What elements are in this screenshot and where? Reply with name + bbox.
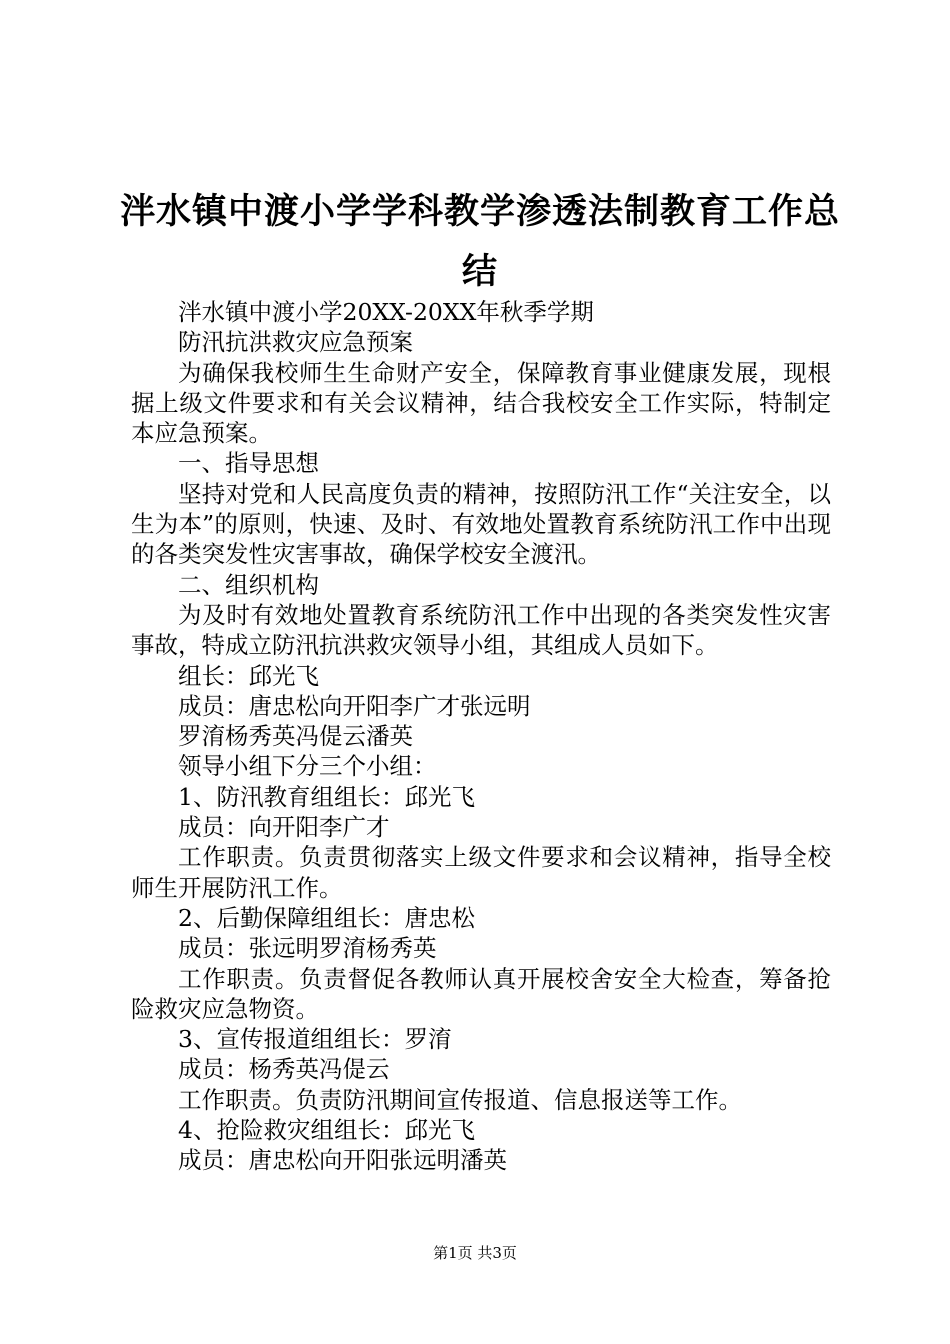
paragraph: 3、宣传报道组组长：罗淯 bbox=[178, 1025, 452, 1054]
paragraph: 为及时有效地处置教育系统防汛工作中出现的各类突发性灾害事故，特成立防汛抗洪救灾领导小组，其组成人员如下。 bbox=[131, 600, 831, 660]
paragraph: 成员：杨秀英冯偍云 bbox=[178, 1055, 390, 1084]
paragraph: 2、后勤保障组组长：唐忠松 bbox=[178, 903, 475, 932]
paragraph: 工作职责。负责防汛期间宣传报道、信息报送等工作。 bbox=[178, 1085, 742, 1114]
page-footer: 第1页 共3页 bbox=[433, 1244, 517, 1262]
section-heading: 二、组织机构 bbox=[178, 570, 319, 599]
paragraph: 坚持对党和人民高度负责的精神，按照防汛工作“关注安全，以生为本”的原则，快速、及时、有效地处置教育系统防汛工作中出现的各类突发性灾害事故，确保学校安全渡汛。 bbox=[131, 479, 831, 569]
paragraph: 泮水镇中渡小学20XX-20XX年秋季学期 bbox=[178, 298, 594, 326]
paragraph: 成员：唐忠松向开阳李广才张远明 bbox=[178, 691, 531, 720]
paragraph: 为确保我校师生生命财产安全，保障教育事业健康发展，现根据上级文件要求和有关会议精神，结合我校安全工作实际，特制定本应急预案。 bbox=[131, 358, 831, 448]
paragraph: 成员：向开阳李广才 bbox=[178, 813, 390, 842]
paragraph: 领导小组下分三个小组： bbox=[178, 752, 437, 781]
paragraph: 工作职责。负责贯彻落实上级文件要求和会议精神，指导全校师生开展防汛工作。 bbox=[131, 843, 831, 902]
section-heading: 一、指导思想 bbox=[178, 449, 319, 478]
paragraph: 4、抢险救灾组组长：邱光飞 bbox=[178, 1116, 475, 1145]
paragraph: 防汛抗洪救灾应急预案 bbox=[178, 328, 413, 357]
paragraph: 1、防汛教育组组长：邱光飞 bbox=[178, 782, 475, 811]
paragraph: 成员：唐忠松向开阳张远明潘英 bbox=[178, 1146, 507, 1175]
document-body bbox=[131, 297, 831, 1176]
paragraph: 罗淯杨秀英冯偍云潘英 bbox=[178, 722, 413, 751]
document-title: 泮水镇中渡小学学科教学渗透法制教育工作总结 bbox=[120, 192, 841, 292]
paragraph: 工作职责。负责督促各教师认真开展校舍安全大检查，筹备抢险救灾应急物资。 bbox=[131, 964, 831, 1023]
paragraph: 组长：邱光飞 bbox=[178, 661, 319, 690]
paragraph: 成员：张远明罗淯杨秀英 bbox=[178, 934, 437, 963]
